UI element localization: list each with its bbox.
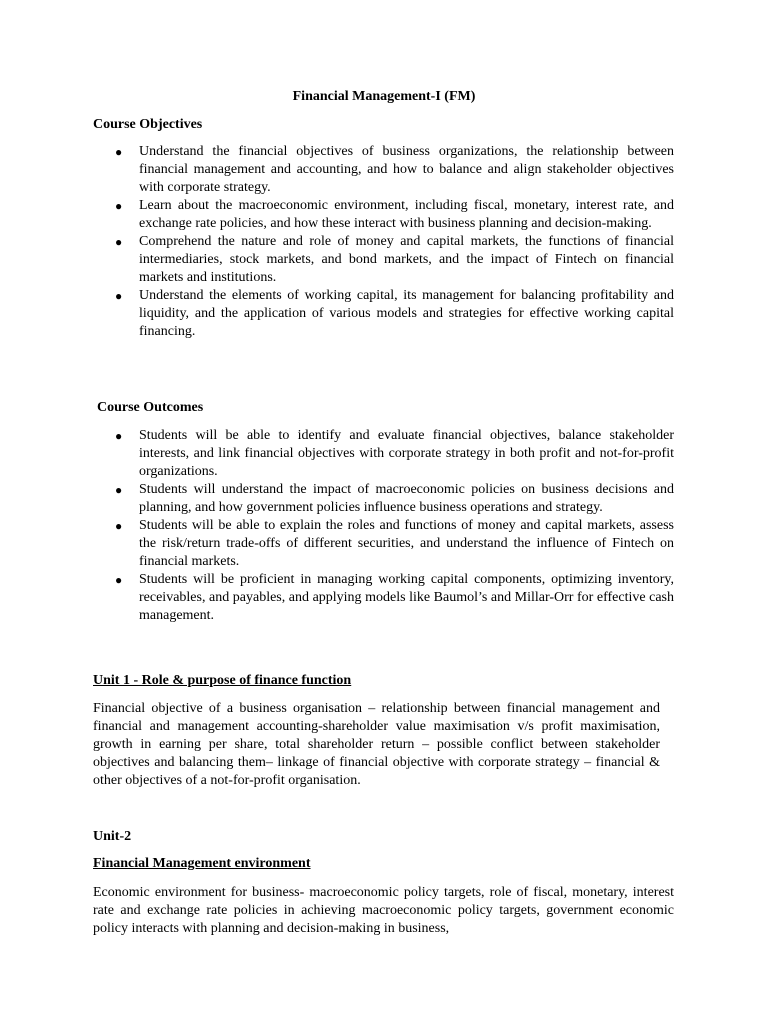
course-objectives-list [115, 143, 674, 341]
unit2-label: Unit-2 [93, 829, 132, 844]
list-item [115, 427, 674, 481]
bullet-icon: ● [115, 235, 123, 249]
objective-text: Understand the elements of working capital, its management for balancing profitability and liquidity, and the application of various models and strategies for effective working capital financing. [139, 288, 674, 339]
bullet-icon: ● [115, 199, 123, 213]
outcome-text: Students will understand the impact of macroeconomic policies on business decisions and planning, and how government policies influence business operations and strategy. [139, 482, 674, 515]
objective-text: Comprehend the nature and role of money and capital markets, the functions of financial intermediaries, stock markets, and bond markets, and the impact of Fintech on financial markets and institutions. [139, 234, 674, 285]
unit2-heading: Financial Management environment [93, 856, 311, 871]
bullet-icon: ● [115, 289, 123, 303]
list-item [115, 517, 674, 571]
outcome-text: Students will be proficient in managing working capital components, optimizing inventory, receivables, and payables, and applying models like Baumol’s and Millar-Orr for effective cash management. [139, 572, 674, 623]
document-title: Financial Management-I (FM) [292, 89, 476, 104]
list-item [115, 571, 674, 625]
course-objectives-heading: Course Objectives [93, 117, 203, 132]
bullet-icon: ● [115, 573, 123, 587]
bullet-icon: ● [115, 519, 123, 533]
bullet-icon: ● [115, 429, 123, 443]
course-outcomes-list [115, 427, 674, 625]
outcome-text: Students will be able to identify and evaluate financial objectives, balance stakeholder interests, and link financial objectives with corporate strategy in both profit and not-for-profit organizations. [139, 428, 674, 479]
outcome-text: Students will be able to explain the roles and functions of money and capital markets, assess the risk/return trade-offs of different securities, and understand the influence of Fintech on financial markets. [139, 518, 674, 569]
unit1-body: Financial objective of a business organisation – relationship between financial management and financial and management accounting-shareholder value maximisation v/s profit maximisation, growth in earning per share, total shareholder return – possible conflict between stakeholder objectives and balancing them– linkage of financial objective with corporate strategy – financial & other objectives of a not-for-profit organisation. [93, 701, 660, 788]
list-item [115, 197, 674, 233]
list-item [115, 143, 674, 197]
objective-text: Learn about the macroeconomic environment, including fiscal, monetary, interest rate, and exchange rate policies, and how these interact with business planning and decision-making. [139, 198, 674, 231]
unit2-body: Economic environment for business- macroeconomic policy targets, role of fiscal, monetary, interest rate and exchange rate policies in achieving macroeconomic policy targets, government economic policy interacts with planning and decision-making in business, [93, 885, 674, 936]
list-item [115, 287, 674, 341]
list-item [115, 233, 674, 287]
objective-text: Understand the financial objectives of business organizations, the relationship between financial management and accounting, and how to balance and align stakeholder objectives with corporate strategy. [139, 144, 674, 195]
bullet-icon: ● [115, 145, 123, 159]
list-item [115, 481, 674, 517]
course-outcomes-heading: Course Outcomes [97, 400, 204, 415]
unit1-heading: Unit 1 - Role & purpose of finance function [93, 673, 352, 688]
bullet-icon: ● [115, 483, 123, 497]
